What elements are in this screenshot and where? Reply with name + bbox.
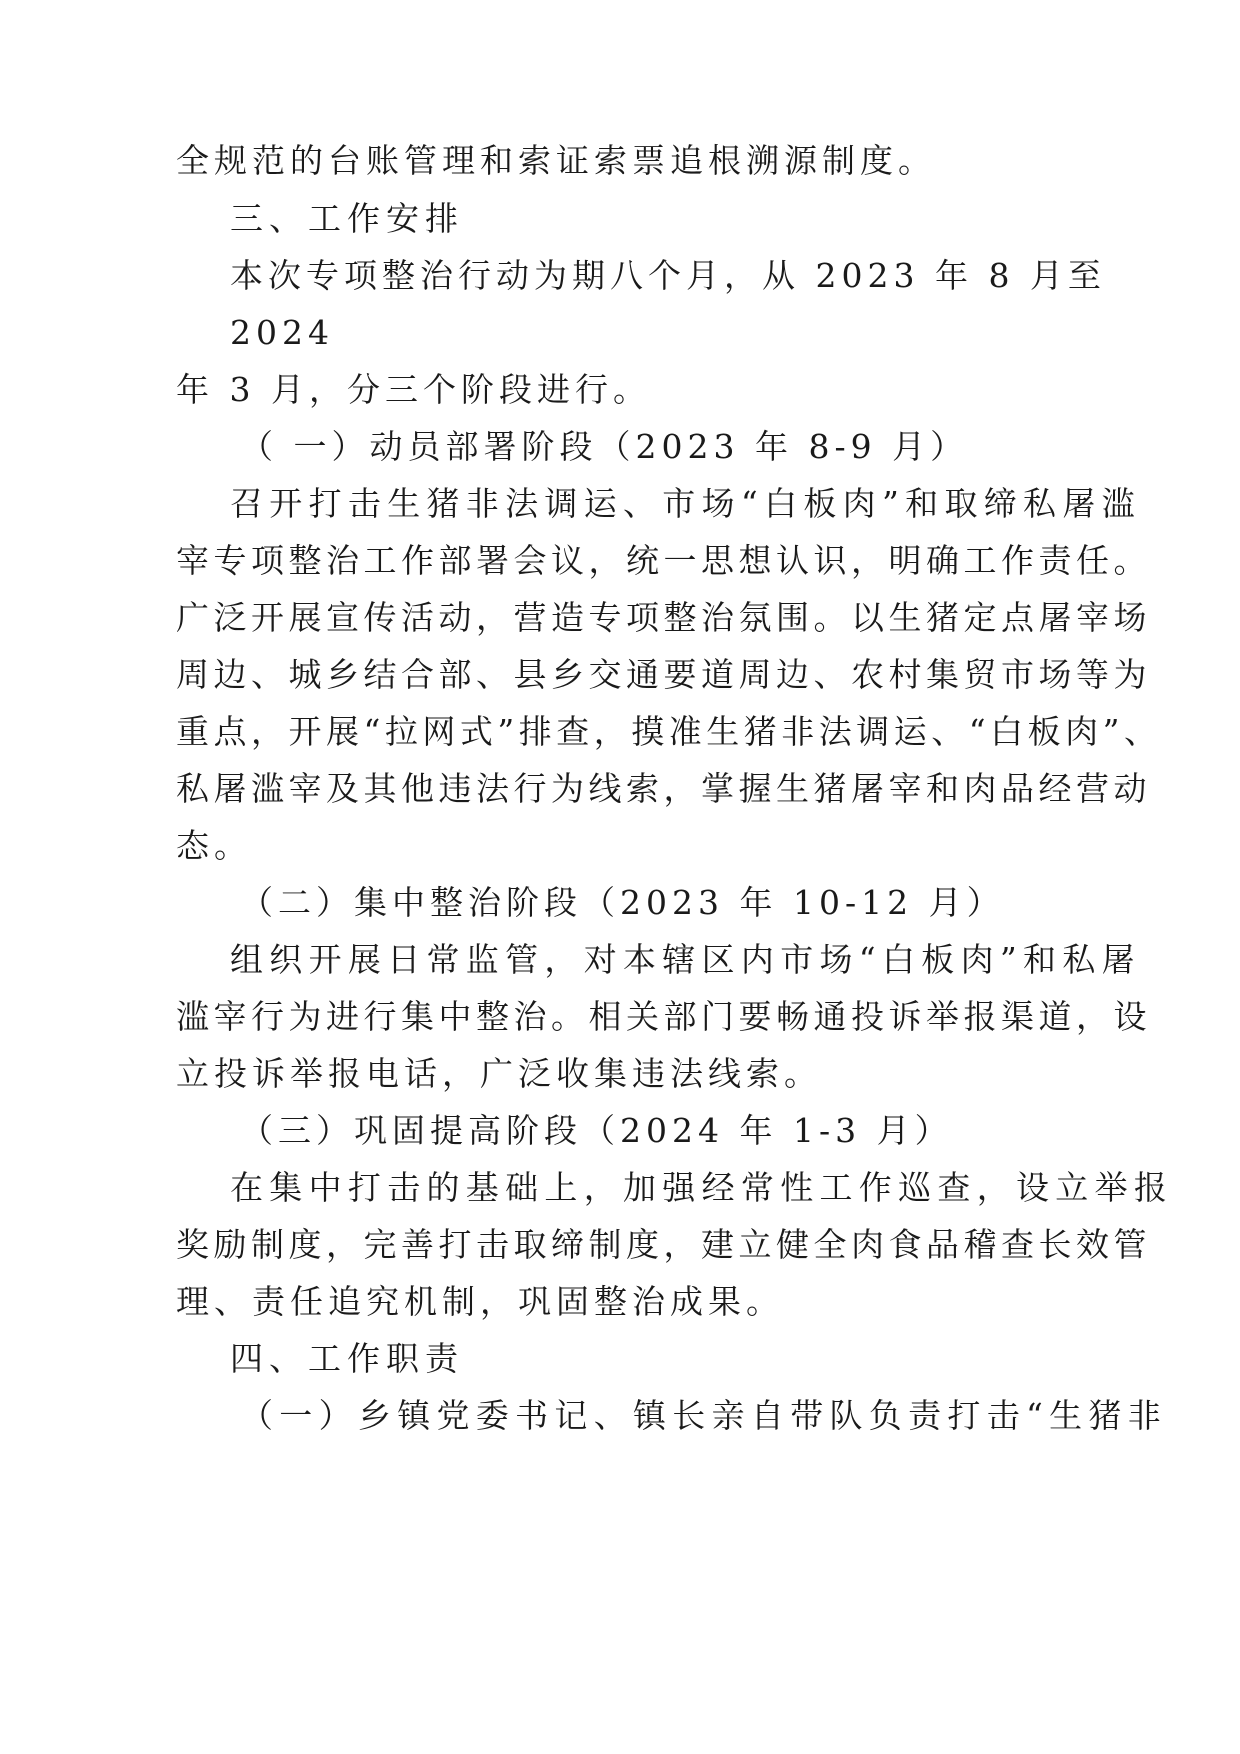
paragraph-line: 滥宰行为进行集中整治。相关部门要畅通投诉举报渠道，设	[176, 997, 1151, 1036]
paragraph-line: 宰专项整治工作部署会议，统一思想认识，明确工作责任。	[176, 541, 1151, 580]
paragraph-line: 年 3 月，分三个阶段进行。	[176, 370, 651, 409]
paragraph-line: 全规范的台账管理和索证索票追根溯源制度。	[176, 141, 936, 180]
subsection-heading: （一）乡镇党委书记、镇长亲自带队负责打击“生猪非	[240, 1396, 1168, 1435]
subsection-heading: （三）巩固提高阶段（2024 年 1-3 月）	[240, 1111, 953, 1150]
subsection-heading: （二）集中整治阶段（2023 年 10-12 月）	[240, 883, 1005, 922]
paragraph-line: 重点，开展“拉网式”排查，摸准生猪非法调运、“白板肉”、	[176, 712, 1162, 751]
paragraph-line: 2024	[230, 313, 334, 352]
paragraph-line: 本次专项整治行动为期八个月，从 2023 年 8 月至	[230, 256, 1106, 295]
paragraph-line: 在集中打击的基础上，加强经常性工作巡查，设立举报	[230, 1168, 1174, 1207]
paragraph-line: 组织开展日常监管，对本辖区内市场“白板肉”和私屠	[230, 940, 1141, 979]
paragraph-line: 召开打击生猪非法调运、市场“白板肉”和取缔私屠滥	[230, 484, 1141, 523]
paragraph-line: 立投诉举报电话，广泛收集违法线索。	[176, 1054, 822, 1093]
section-heading: 四、工作职责	[230, 1339, 464, 1378]
subsection-heading: （ 一）动员部署阶段（2023 年 8-9 月）	[240, 427, 969, 466]
paragraph-line: 奖励制度，完善打击取缔制度，建立健全肉食品稽查长效管	[176, 1225, 1151, 1264]
paragraph-line: 理、责任追究机制，巩固整治成果。	[176, 1282, 784, 1321]
paragraph-line: 周边、城乡结合部、县乡交通要道周边、农村集贸市场等为	[176, 655, 1151, 694]
paragraph-line: 态。	[176, 826, 252, 865]
paragraph-line: 私屠滥宰及其他违法行为线索，掌握生猪屠宰和肉品经营动	[176, 769, 1151, 808]
paragraph-line: 广泛开展宣传活动，营造专项整治氛围。以生猪定点屠宰场	[176, 598, 1151, 637]
section-heading: 三、工作安排	[230, 199, 464, 238]
